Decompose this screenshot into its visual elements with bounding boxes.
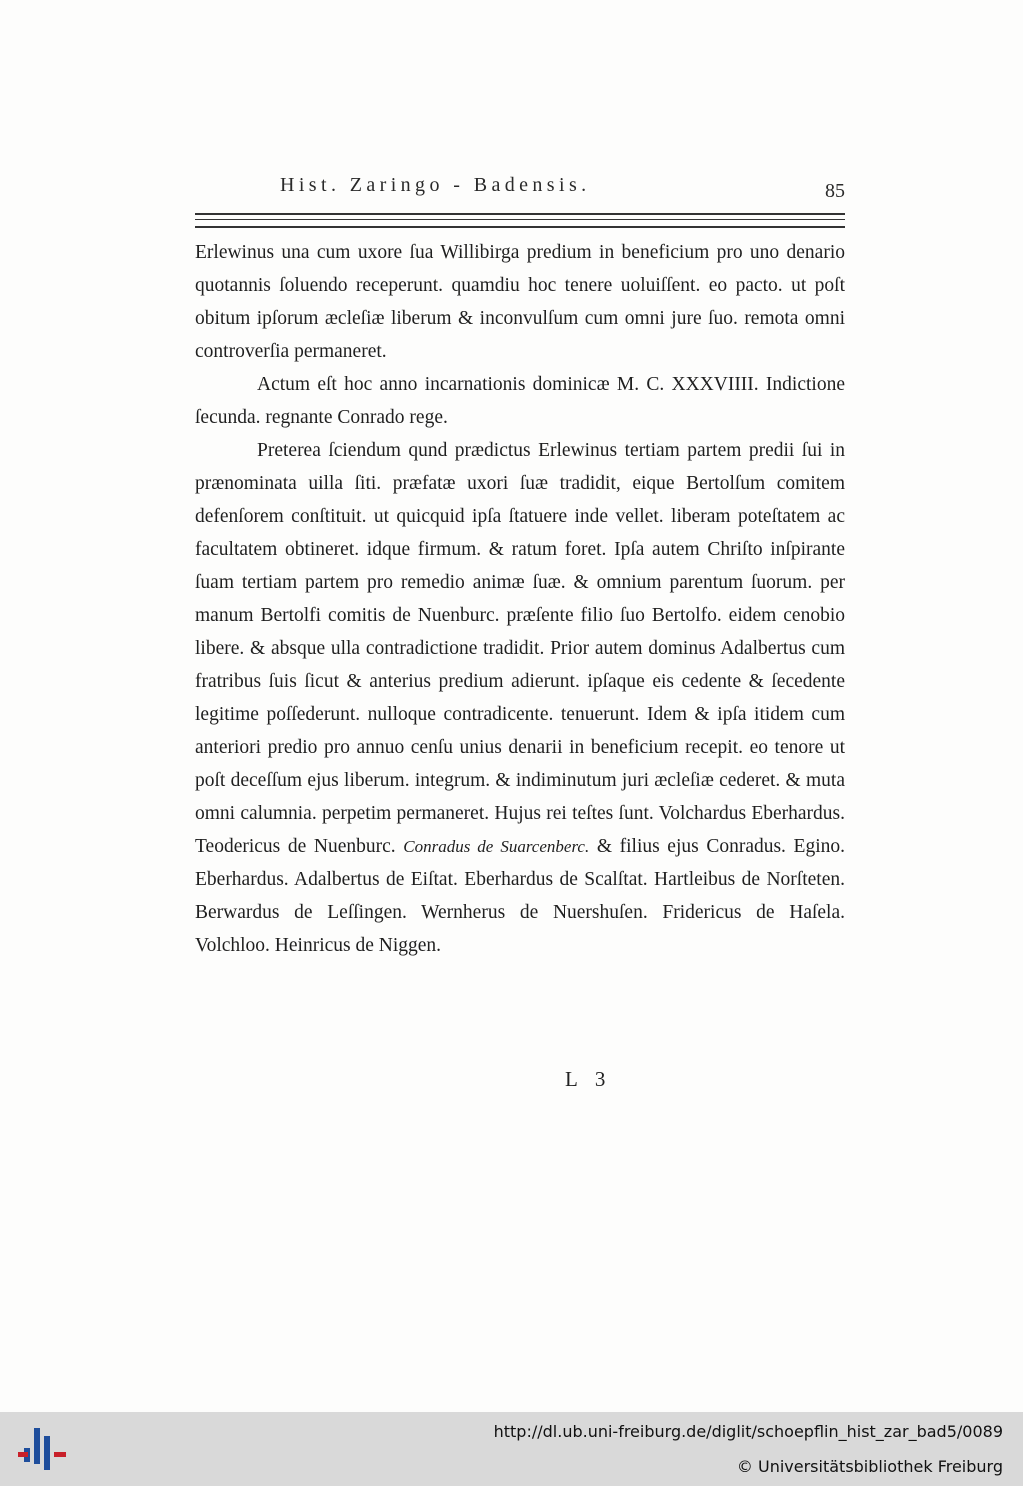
signature-mark: L 3 — [565, 1067, 612, 1091]
paragraph-3 — [195, 434, 845, 962]
paragraph-2: Actum eſt hoc anno incarnationis dominicæ M. C. XXXVIIII. Indictione ſecunda. regnante Conrado rege. — [195, 374, 845, 428]
paragraph-1: Erlewinus una cum uxore ſua Willibirga predium in beneficium pro uno denario quotannis ſoluendo receperunt. quamdiu hoc tenere uoluiſſent. eo pacto. ut poſt obitum ipſorum æcleſiæ liberum & inconvulſum cum omni jure ſuo. remota omni controverſia permaneret. — [195, 242, 845, 362]
header-rule-bottom — [195, 226, 845, 228]
viewer-footer — [0, 1412, 1023, 1486]
header-rule-top — [195, 213, 845, 215]
copyright-text: © Universitätsbibliothek Freiburg — [736, 1457, 1003, 1476]
running-title: Hist. Zaringo - Badensis. — [280, 174, 591, 196]
ub-freiburg-logo-icon — [18, 1426, 66, 1472]
running-head — [195, 174, 845, 208]
header-rule-middle — [195, 219, 845, 220]
page-number: 85 — [825, 180, 845, 202]
paragraph-3-tail: & filius ejus Conradus. Egino. Eberhardus. Adalbertus de Eiſtat. Eberhardus de Scalſtat. Hartleibus de Norſteten. Berwardus de Leſſingen. Wernherus de Nuershuſen. Fridericus de Haſela. Volchloo. Heinricus de Niggen. — [195, 836, 845, 956]
paragraph-3-main: Preterea ſciendum qund prædictus Erlewinus tertiam partem predii ſui in prænominata uilla ſiti. præfatæ uxori ſuæ tradidit, eique Bertolſum comitem defenſorem conſtituit. ut quicquid ipſa ſtatuere inde vellet. liberam poteſtatem ac facultatem obtineret. idque firmum. & ratum foret. Ipſa autem Chriſto inſpirante ſuam tertiam partem pro remedio animæ ſuæ. & omnium parentum ſuorum. per manum Bertolfi comitis de Nuenburc. præſente filio ſuo Bertolfo. eidem cenobio libere. & absque ulla contradictione tradidit. Prior autem dominus Adalbertus cum fratribus ſuis ſicut & anterius predium adierunt. ipſaque eis cedente & ſecedente legitime poſſederunt. nulloque contradicente. tenuerunt. Idem & ipſa itidem cum anteriori predio pro annuo cenſu unius denarii in beneficium recepit. eo tenore ut poſt deceſſum ejus liberum. integrum. & indiminutum juri æcleſiæ cederet. & muta omni calumnia. perpetim permaneret. Hujus rei teſtes ſunt. Volchardus Eberhardus. Teodericus de Nuenburc. — [195, 440, 845, 857]
source-url-link[interactable]: http://dl.ub.uni-freiburg.de/diglit/schoepflin_hist_zar_bad5/0089 — [493, 1422, 1003, 1441]
body-text — [195, 236, 845, 962]
witness-italic-name: Conradus de Suarcenberc. — [403, 837, 590, 856]
